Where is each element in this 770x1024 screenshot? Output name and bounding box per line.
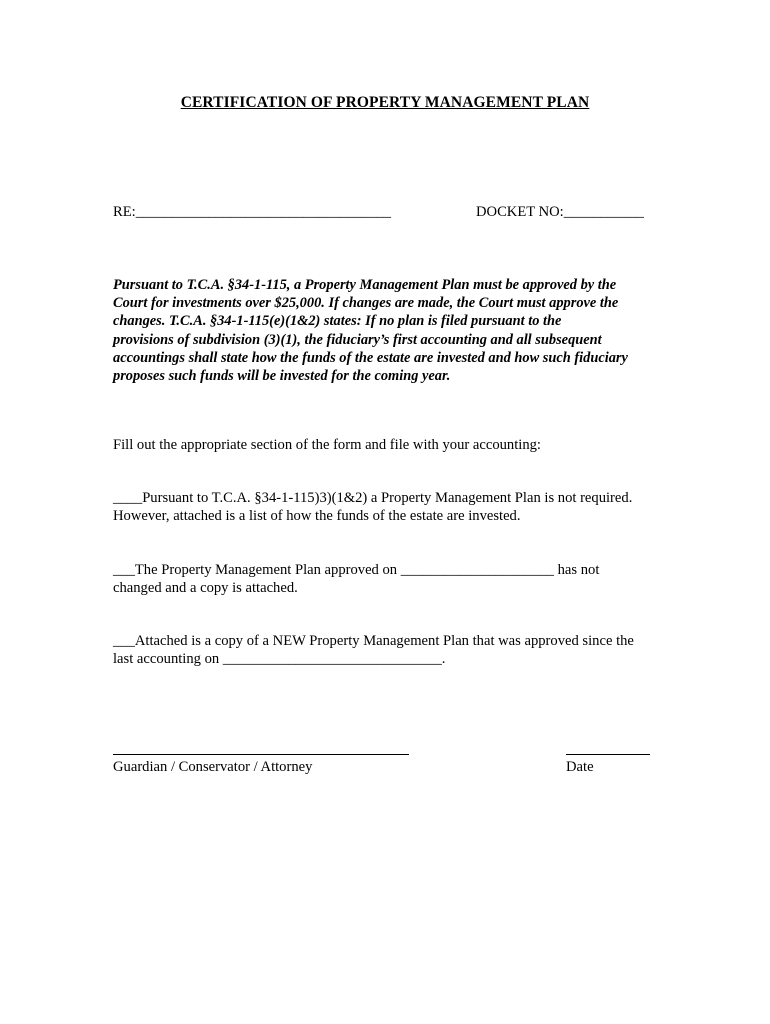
statute-notice-line: Court for investments over $25,000. If changes are made, the Court must approve the (113, 295, 619, 312)
document-title: CERTIFICATION OF PROPERTY MANAGEMENT PLAN (180, 94, 590, 111)
option-new-plan (113, 632, 673, 668)
re-field: RE:___________________________________ (113, 204, 392, 220)
form-instruction: Fill out the appropriate section of the form and file with your accounting: (113, 437, 541, 453)
option-plan-not-required (113, 489, 673, 525)
date-label: Date (566, 759, 594, 775)
statute-notice-line: proposes such funds will be invested for the coming year. (113, 368, 451, 385)
option-line: However, attached is a list of how the funds of the estate are invested. (113, 508, 521, 525)
option-line: ___Attached is a copy of a NEW Property Management Plan that was approved since the (113, 633, 634, 649)
date-line (566, 754, 650, 755)
statute-notice-line: Pursuant to T.C.A. §34-1-115, a Property Management Plan must be approved by the (113, 277, 617, 293)
option-line: changed and a copy is attached. (113, 580, 298, 597)
docket-number-field: DOCKET NO:___________ (476, 204, 644, 220)
option-line: ____Pursuant to T.C.A. §34-1-115)3)(1&2) a Property Management Plan is not required. (113, 490, 633, 506)
signature-label: Guardian / Conservator / Attorney (113, 759, 313, 775)
statute-notice-line: accountings shall state how the funds of the estate are invested and how such fiduciary (113, 349, 628, 366)
option-line: last accounting on ______________________________. (113, 651, 446, 668)
statute-notice-line: changes. T.C.A. §34-1-115(e)(1&2) states: If no plan is filed pursuant to the (113, 313, 562, 330)
option-line: ___The Property Management Plan approved on _____________________ has not (113, 562, 600, 578)
option-plan-unchanged (113, 561, 673, 597)
statute-notice-line: provisions of subdivision (3)(1), the fiduciary’s first accounting and all subsequent (113, 331, 602, 348)
statute-notice (113, 276, 673, 385)
signature-line (113, 754, 409, 755)
